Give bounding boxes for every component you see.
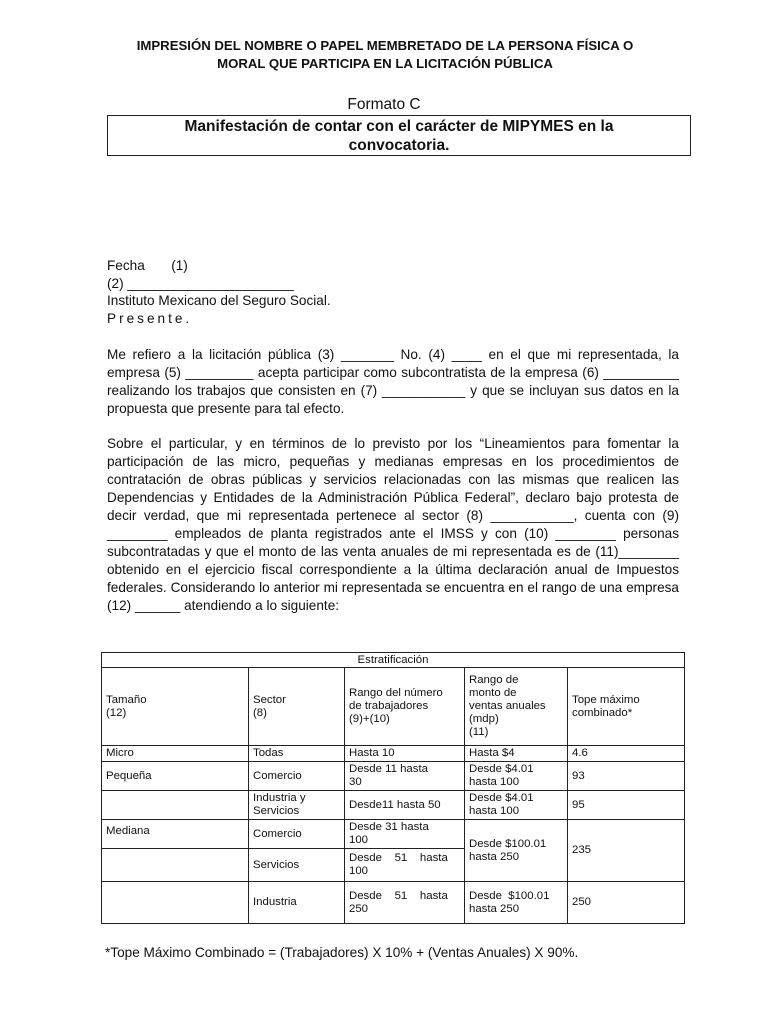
- micro-trabajadores: Hasta 10: [345, 746, 465, 762]
- mediana-tamano: Mediana: [102, 820, 249, 849]
- micro-sector: Todas: [249, 746, 345, 762]
- header-trabajadores: Rango del número de trabajadores (9)+(10): [345, 668, 465, 746]
- mediana-cs-ventas: Desde $100.01 hasta 250: [465, 820, 568, 882]
- table-row: [102, 820, 685, 849]
- paragraph-declaration: Sobre el particular, y en términos de lo previsto por los “Lineamientos para fomentar la participación de las micro, pequeñas y medianas empresas en los procedimientos de contratación de obras públicas y servicios relacionadas con las mismas que realicen las Dependencias y Entidades de la Administración Pública Federal”, declaro bajo protesta de decir verdad, que mi representada pertenece al sector (8) ___________, cuenta con (9) ________ empleados de planta registrados ante el IMSS y con (10) ________ personas subcontratadas y que el monto de las venta anuales de mi representada es de (11)________ obtenido en el ejercicio fiscal correspondiente a la última declaración anual de Impuestos federales. Considerando lo anterior mi representada se encuentra en el rango de una empresa (12) ______ atendiendo a lo siguiente:: [107, 436, 679, 613]
- recipient-line: (2) ______________________: [107, 275, 294, 291]
- mediana-comercio-trabajadores: Desde 31 hasta 100: [345, 820, 465, 849]
- header-sector: Sector (8): [249, 668, 345, 746]
- date-line: Fecha (1): [107, 258, 188, 273]
- manifestation-box: [107, 115, 691, 156]
- pequena-comercio-trabajadores: Desde 11 hasta 30: [345, 762, 465, 791]
- mediana-industria-tope: 250: [568, 882, 685, 924]
- mediana-empty-cell: [102, 849, 249, 882]
- footnote: *Tope Máximo Combinado = (Trabajadores) X 10% + (Ventas Anuales) X 90%.: [105, 945, 579, 960]
- mediana-industria-sector: Industria: [249, 882, 345, 924]
- format-title: Formato C: [347, 96, 421, 113]
- mediana-industria-trabajadores: Desde 51 hasta 250: [345, 882, 465, 924]
- letterhead-line-2: MORAL QUE PARTICIPA EN LA LICITACIÓN PÚBLICA: [217, 56, 553, 71]
- mediana-cs-tope: 235: [568, 820, 685, 882]
- manifestation-line-2: convocatoria.: [348, 137, 450, 154]
- pequena-industria-ventas: Desde $4.01 hasta 100: [465, 791, 568, 820]
- stratification-table-wrapper: [101, 652, 685, 924]
- mediana-empty-cell-2: [102, 882, 249, 924]
- pequena-comercio-sector: Comercio: [249, 762, 345, 791]
- header-tamano: Tamaño (12): [102, 668, 249, 746]
- mediana-industria-ventas: Desde $100.01 hasta 250: [465, 882, 568, 924]
- letterhead-heading: [90, 37, 680, 73]
- table-row: [102, 746, 685, 762]
- pequena-comercio-tope: 93: [568, 762, 685, 791]
- table-row: [102, 762, 685, 791]
- paragraph-reference: Me refiero a la licitación pública (3) _______ No. (4) ____ en el que mi representada, la empresa (5) _________ acepta participar como subcontratista de la empresa (6) __________ realizando los trabajos que consisten en (7) ___________ y que se incluyan sus datos en la propuesta que presente para tal efecto.: [107, 347, 679, 416]
- micro-ventas: Hasta $4: [465, 746, 568, 762]
- header-tope: Tope máximo combinado*: [568, 668, 685, 746]
- table-title: Estratificación: [102, 653, 685, 668]
- stratification-table: [101, 652, 685, 924]
- mediana-servicios-trabajadores: Desde 51 hasta 100: [345, 849, 465, 882]
- pequena-industria-tope: 95: [568, 791, 685, 820]
- pequena-comercio-ventas: Desde $4.01 hasta 100: [465, 762, 568, 791]
- address-block: [107, 257, 687, 327]
- pequena-industria-sector: Industria y Servicios: [249, 791, 345, 820]
- micro-tope: 4.6: [568, 746, 685, 762]
- mediana-servicios-sector: Servicios: [249, 849, 345, 882]
- header-ventas: Rango de monto de ventas anuales (mdp) (11): [465, 668, 568, 746]
- table-row: [102, 882, 685, 924]
- mediana-comercio-sector: Comercio: [249, 820, 345, 849]
- micro-tamano: Micro: [102, 746, 249, 762]
- pequena-industria-trabajadores: Desde11 hasta 50: [345, 791, 465, 820]
- table-row: [102, 791, 685, 820]
- institution-line: Instituto Mexicano del Seguro Social.: [107, 293, 331, 308]
- manifestation-line-1: Manifestación de contar con el carácter de MIPYMES en la: [184, 118, 614, 135]
- letterhead-line-1: IMPRESIÓN DEL NOMBRE O PAPEL MEMBRETADO DE LA PERSONA FÍSICA O: [136, 38, 634, 53]
- pequena-tamano: Pequeña: [102, 762, 249, 791]
- pequena-empty-cell: [102, 791, 249, 820]
- presente-line: Presente.: [107, 310, 193, 326]
